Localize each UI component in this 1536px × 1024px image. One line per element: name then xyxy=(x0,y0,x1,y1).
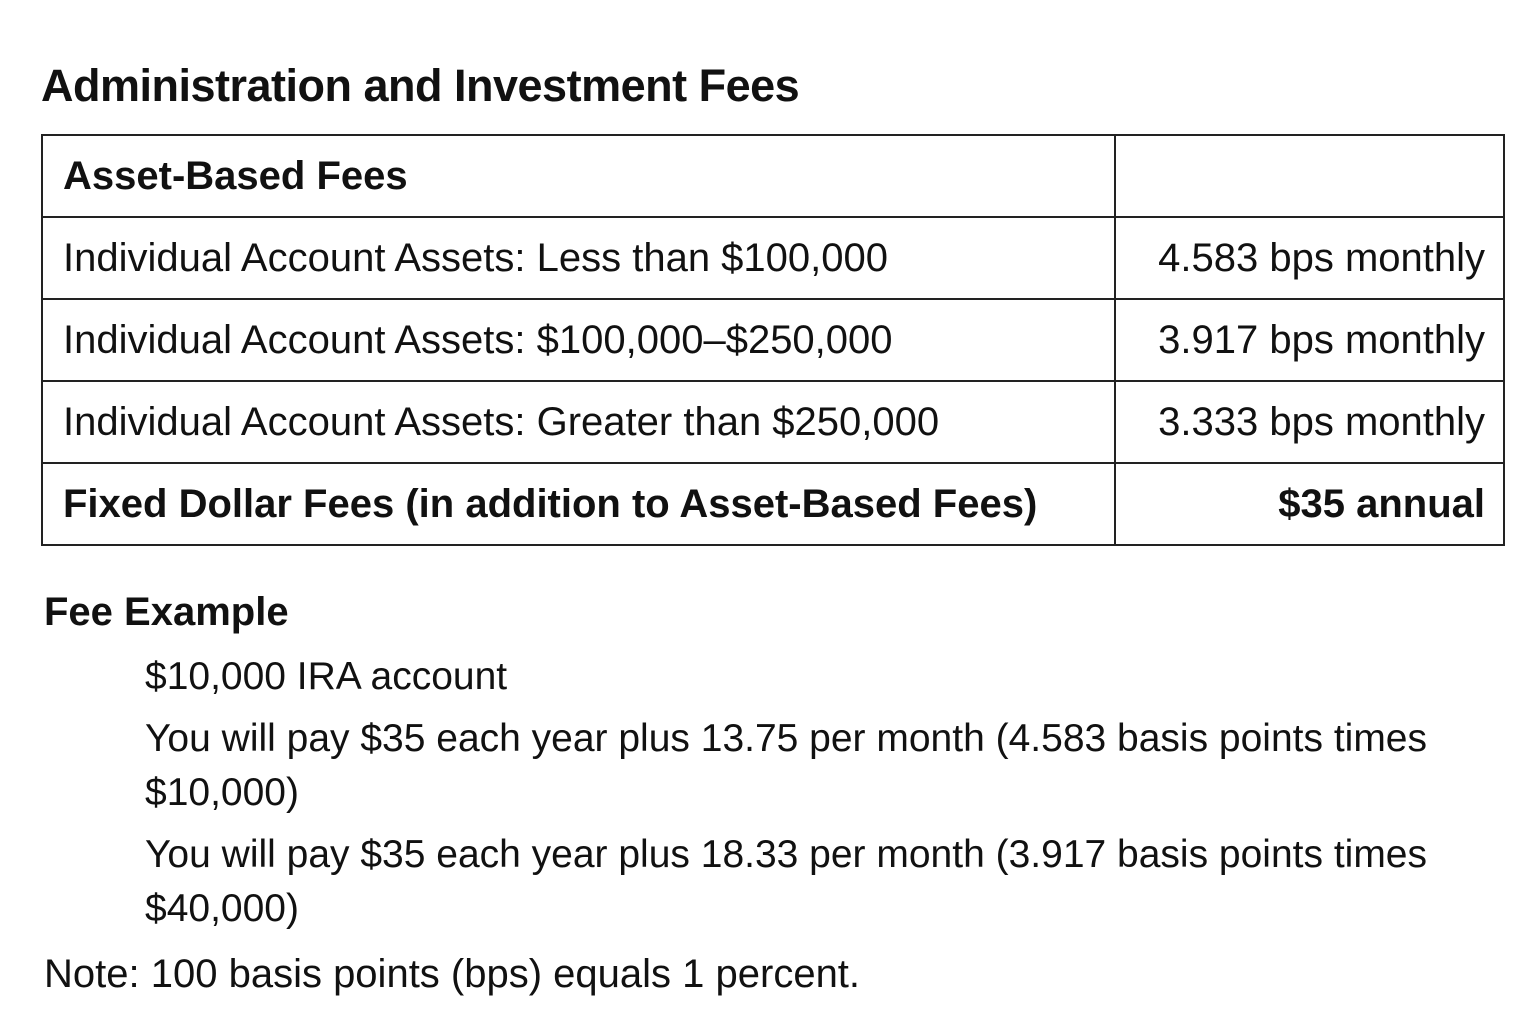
fee-tier-label: Individual Account Assets: Greater than $250,000 xyxy=(42,381,1115,463)
table-row xyxy=(42,381,1504,463)
note-text: Note: 100 basis points (bps) equals 1 percent. xyxy=(44,952,861,996)
fee-example-line: $10,000 IRA account xyxy=(145,655,508,698)
page-title: Administration and Investment Fees xyxy=(41,60,800,111)
fixed-fee-row xyxy=(42,463,1504,545)
fee-tier-value: 3.333 bps monthly xyxy=(1115,381,1504,463)
fee-tier-label: Individual Account Assets: Less than $100,000 xyxy=(42,217,1115,299)
fixed-fee-value: $35 annual xyxy=(1115,463,1504,545)
table-row xyxy=(42,299,1504,381)
fee-example-line: You will pay $35 each year plus 13.75 per month (4.583 basis points times $10,000) xyxy=(145,717,1427,814)
table-header-label: Asset-Based Fees xyxy=(42,135,1115,217)
table-row xyxy=(42,217,1504,299)
fee-example-heading: Fee Example xyxy=(44,590,289,634)
table-header-row xyxy=(42,135,1504,217)
table-header-value xyxy=(1115,135,1504,217)
fee-example-list xyxy=(145,650,1465,944)
fee-example-line: You will pay $35 each year plus 18.33 per month (3.917 basis points times $40,000) xyxy=(145,833,1427,930)
fee-tier-value: 3.917 bps monthly xyxy=(1115,299,1504,381)
fee-table xyxy=(41,134,1505,546)
fee-tier-value: 4.583 bps monthly xyxy=(1115,217,1504,299)
fee-tier-label: Individual Account Assets: $100,000–$250,000 xyxy=(42,299,1115,381)
fixed-fee-label: Fixed Dollar Fees (in addition to Asset-Based Fees) xyxy=(42,463,1115,545)
